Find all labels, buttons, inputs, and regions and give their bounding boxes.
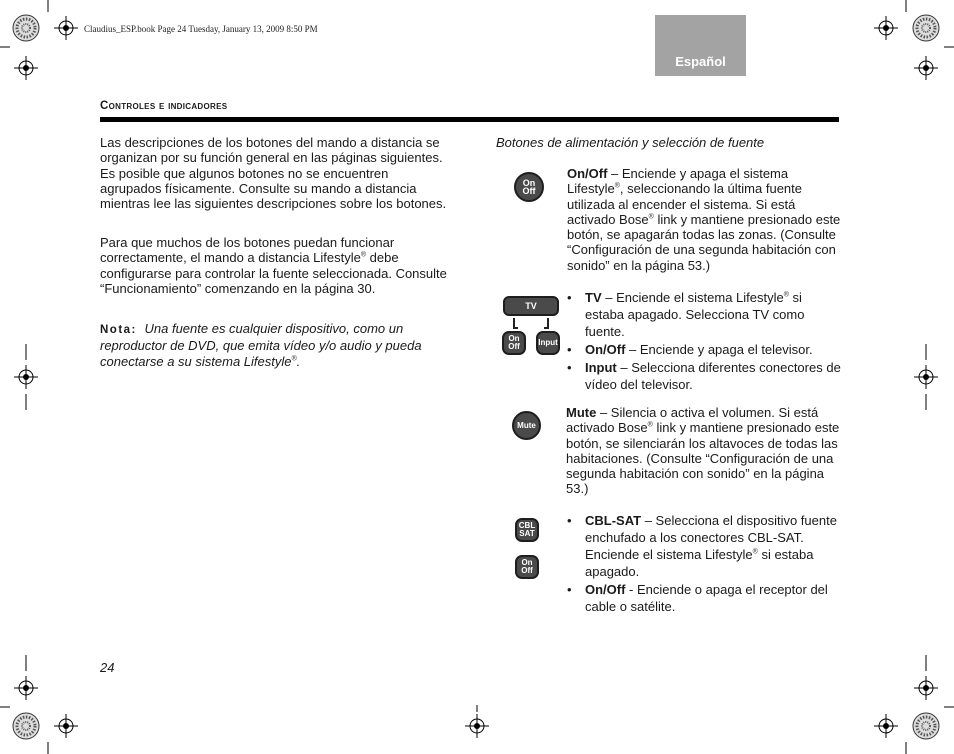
config-paragraph bbox=[100, 235, 450, 296]
registration-wheel-icon bbox=[913, 713, 939, 739]
registration-cross-icon bbox=[14, 56, 38, 80]
registration-cross-icon bbox=[14, 676, 38, 700]
tv-item-text-a: – Enciende el sistema Lifestyle bbox=[601, 290, 784, 305]
intro-paragraph-text: Las descripciones de los botones del mando a distancia se organizan por su función general en las páginas siguientes. Es posible que algunos botones no se encuentren agrupados físicamente. Consulte su mando a distancia mientras lee las siguientes descripciones sobre los botones. bbox=[100, 135, 447, 212]
list-item bbox=[567, 359, 842, 393]
registered-mark: ® bbox=[648, 213, 654, 221]
registration-cross-icon bbox=[874, 16, 898, 40]
cbl-button-bottom: SAT bbox=[519, 529, 535, 538]
registration-cross-icon bbox=[54, 16, 78, 40]
mute-label: Mute bbox=[566, 405, 597, 420]
registration-cross-icon bbox=[54, 714, 78, 738]
tv-button-list bbox=[567, 289, 842, 394]
onoff-text-a: – Enciende y apaga el sistema Lifestyle bbox=[567, 166, 789, 197]
input-button-label: Input bbox=[538, 338, 558, 347]
config-paragraph-text-b: debe configurarse para controlar la fuente seleccionada. Consulte “Funcionamiento” comenzando en la página 30. bbox=[100, 250, 447, 296]
input-item-text: – Selecciona diferentes conectores de vídeo del televisor. bbox=[585, 360, 841, 392]
mute-button-icon bbox=[512, 411, 541, 440]
mute-text-b: link y mantiene presionado este botón, se silenciarán los altavoces de todas las habitaciones. (Consulte “Configuración de una segunda habitación con sonido” en la página 53.) bbox=[566, 420, 840, 497]
onoff-text-b: , seleccionando la última fuente utilizada al encender el sistema. Si está activado Bose bbox=[567, 181, 802, 227]
registration-cross-icon bbox=[914, 56, 938, 80]
registration-cross-icon bbox=[914, 676, 938, 700]
cbl-onoff-bottom: Off bbox=[521, 566, 533, 575]
tv-onoff-item-text: – Enciende y apaga el televisor. bbox=[625, 342, 813, 357]
cbl-sat-button-icon bbox=[515, 518, 539, 542]
registered-mark: ® bbox=[752, 548, 758, 556]
onoff-text-c: link y mantiene presionado este botón, se apagarán todas las zonas. (Consulte “Configuración de una segunda habitación con sonido” en la página 53.) bbox=[567, 211, 841, 273]
tv-item-text-b: si estaba apagado. Selecciona TV como fuente. bbox=[585, 290, 805, 339]
cbl-item-text-b: si estaba apagado. bbox=[585, 547, 814, 579]
intro-paragraph bbox=[100, 135, 450, 211]
page-number: 24 bbox=[100, 660, 115, 675]
note-label: Nota: bbox=[100, 324, 137, 336]
tv-button-icon bbox=[503, 296, 559, 316]
section-title bbox=[100, 100, 227, 112]
section-title-text: Controles e indicadores bbox=[100, 100, 228, 112]
list-item bbox=[567, 289, 842, 340]
input-button-icon bbox=[536, 331, 560, 355]
registered-mark: ® bbox=[647, 421, 653, 429]
tv-item-label: TV bbox=[585, 290, 602, 305]
list-item bbox=[567, 581, 842, 615]
registration-cross-icon bbox=[465, 714, 489, 738]
list-item bbox=[567, 512, 842, 580]
registration-cross-icon bbox=[914, 365, 938, 389]
language-tab-label: Español bbox=[675, 54, 726, 69]
input-item-label: Input bbox=[585, 360, 617, 375]
registered-mark: ® bbox=[614, 182, 620, 190]
print-header: Claudius_ESP.book Page 24 Tuesday, January 13, 2009 8:50 PM bbox=[84, 24, 318, 34]
power-source-heading: Botones de alimentación y selección de fuente bbox=[496, 135, 765, 150]
tv-onoff-bottom: Off bbox=[508, 342, 520, 351]
registered-mark: ® bbox=[291, 355, 297, 363]
cbl-item-text-a: – Selecciona el dispositivo fuente enchufado a los conectores CBL-SAT. Enciende el sistema Lifestyle bbox=[585, 513, 837, 562]
tv-onoff-item-label: On/Off bbox=[585, 342, 626, 357]
tv-onoff-button-icon bbox=[502, 331, 526, 355]
note-paragraph bbox=[100, 321, 450, 369]
onoff-button-top: On bbox=[522, 178, 536, 188]
note-text-b: . bbox=[296, 353, 301, 369]
registration-wheel-icon bbox=[13, 15, 39, 41]
cbl-button-list bbox=[567, 512, 842, 616]
mute-description bbox=[566, 405, 841, 497]
onoff-description bbox=[567, 166, 842, 273]
mute-button-label: Mute bbox=[517, 420, 536, 430]
cbl-button-top: CBL bbox=[518, 521, 536, 530]
onoff-button-icon bbox=[514, 172, 544, 202]
cbl-onoff-button-icon bbox=[515, 555, 539, 579]
registered-mark: ® bbox=[783, 291, 789, 299]
cbl-onoff-top: On bbox=[521, 558, 533, 567]
registration-cross-icon bbox=[874, 714, 898, 738]
registered-mark: ® bbox=[360, 251, 367, 259]
cbl-onoff-item-text: - Enciende o apaga el receptor del cable o satélite. bbox=[585, 582, 828, 614]
section-rule bbox=[100, 117, 839, 122]
onoff-button-bottom: Off bbox=[522, 186, 536, 196]
config-paragraph-text-a: Para que muchos de los botones puedan funcionar correctamente, el mando a distancia Lifestyle bbox=[100, 235, 395, 266]
note-text-a: Una fuente es cualquier dispositivo, como un reproductor de DVD, que emita vídeo y/o audio y pueda conectarse a su sistema Lifestyle bbox=[100, 321, 422, 369]
registration-wheel-icon bbox=[913, 15, 939, 41]
tv-onoff-top: On bbox=[508, 334, 520, 343]
registration-wheel-icon bbox=[13, 713, 39, 739]
tv-button-label: TV bbox=[525, 301, 537, 311]
registration-cross-icon bbox=[14, 365, 38, 389]
cbl-onoff-item-label: On/Off bbox=[585, 582, 626, 597]
list-item bbox=[567, 341, 842, 358]
mute-text-a: – Silencia o activa el volumen. Si está activado Bose bbox=[566, 405, 819, 436]
language-tab bbox=[655, 15, 746, 76]
onoff-label: On/Off bbox=[567, 166, 608, 181]
cbl-item-label: CBL-SAT bbox=[585, 513, 642, 528]
